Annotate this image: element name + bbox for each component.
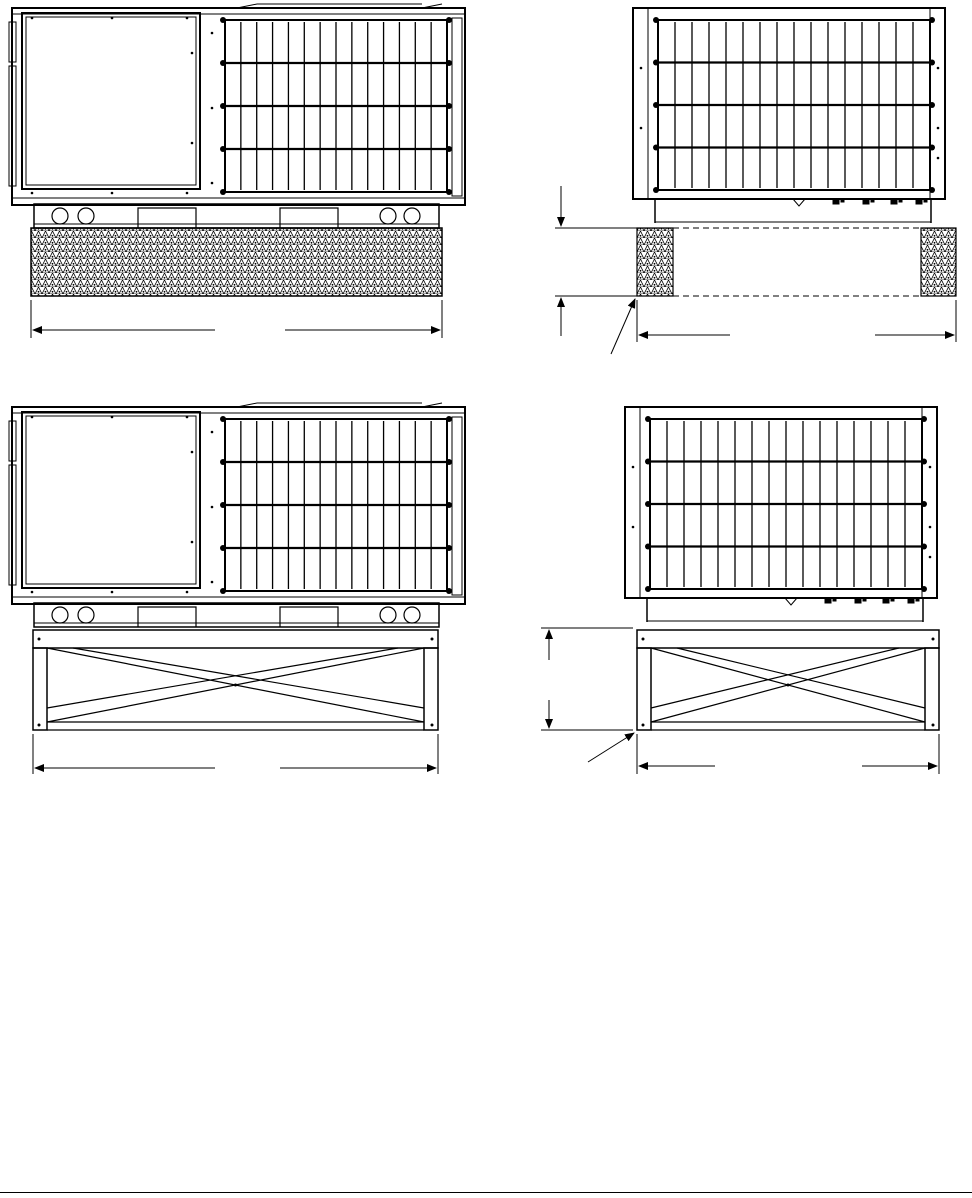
end-coil-grille-bolt — [929, 145, 935, 151]
end-frame-brace — [651, 648, 899, 708]
end-coil-grille-bolt — [653, 145, 659, 151]
fork-pocket — [280, 208, 338, 228]
lift-hole — [52, 607, 68, 623]
rivet — [211, 506, 214, 509]
coil-grille-bolt — [446, 459, 452, 465]
rivet — [211, 107, 214, 110]
end-coil-grille-bolt — [653, 102, 659, 108]
coil-grille-bolt — [220, 189, 226, 195]
side-view-unit-bottom — [9, 403, 465, 627]
fitting — [833, 199, 839, 204]
rivet — [929, 526, 932, 529]
rivet — [632, 466, 635, 469]
coil-grille-bolt — [220, 502, 226, 508]
end-coil-grille-bolt — [645, 501, 651, 507]
end-frame-bolt — [932, 724, 935, 727]
end-coil-grille-bolt — [645, 586, 651, 592]
end-coil-grille-bolt — [921, 544, 927, 550]
coil-grille-bolt — [446, 103, 452, 109]
fork-pocket — [280, 607, 338, 627]
rivet — [640, 127, 643, 130]
rivet — [31, 591, 34, 594]
side-frame-bolt — [38, 638, 41, 641]
rivet — [191, 52, 194, 55]
coil-grille-bolt — [446, 189, 452, 195]
end-frame-top-rail — [637, 630, 939, 648]
footer-rule — [0, 1192, 972, 1193]
end-coil-grille-bolt — [921, 459, 927, 465]
fitting — [833, 598, 836, 601]
right-corner-post — [452, 417, 462, 595]
fitting — [871, 199, 874, 202]
end-coil-grille-bolt — [645, 544, 651, 550]
side-frame-brace — [47, 648, 398, 708]
end-coil-grille-bolt — [929, 17, 935, 23]
coil-grille-bolt — [220, 103, 226, 109]
rivet — [211, 431, 214, 434]
leader-line — [588, 733, 634, 762]
rivet — [937, 67, 940, 70]
side-frame-brace — [73, 648, 424, 708]
end-coil-grille-bolt — [921, 586, 927, 592]
coil-grille-bolt — [220, 60, 226, 66]
access-panel — [22, 412, 200, 588]
rivet — [111, 17, 114, 20]
side-frame-bolt — [38, 724, 41, 727]
end-view-unit-bottom — [625, 407, 937, 622]
fitting — [916, 199, 922, 204]
fitting — [863, 199, 869, 204]
rivet — [929, 466, 932, 469]
rivet — [31, 192, 34, 195]
coil-grille-bolt — [446, 588, 452, 594]
rivet — [937, 127, 940, 130]
coil-grille-bolt — [220, 416, 226, 422]
rivet — [929, 556, 932, 559]
coil-grille-bolt — [220, 545, 226, 551]
lift-hole — [380, 607, 396, 623]
lift-hole — [78, 607, 94, 623]
end-coil-grille-bolt — [653, 187, 659, 193]
drain-notch — [785, 598, 797, 605]
end-coil-grille-bolt — [645, 459, 651, 465]
lift-hole — [404, 208, 420, 224]
fitting — [855, 598, 861, 603]
side-frame-right-post — [424, 648, 438, 730]
end-coil-grille-bolt — [929, 60, 935, 66]
rivet — [186, 192, 189, 195]
side-view-curb-top — [31, 228, 442, 296]
fitting — [883, 598, 889, 603]
end-coil-grille-bolt — [653, 60, 659, 66]
lift-hole — [380, 208, 396, 224]
fork-pocket — [138, 208, 196, 228]
rivet — [211, 581, 214, 584]
coil-grille-bolt — [446, 17, 452, 23]
right-corner-post — [452, 18, 462, 196]
leader-line — [611, 299, 635, 354]
end-frame-brace — [677, 648, 925, 708]
fitting — [899, 199, 902, 202]
end-frame-center-bolt — [787, 684, 790, 687]
coil-grille-bolt — [446, 60, 452, 66]
coil-grille-bolt — [220, 588, 226, 594]
side-frame-top-rail — [33, 630, 438, 648]
end-coil-grille-bolt — [921, 501, 927, 507]
fitting — [891, 598, 894, 601]
end-frame-bolt — [642, 638, 645, 641]
end-frame-bolt — [642, 724, 645, 727]
end-coil-grille-bolt — [645, 416, 651, 422]
rivet — [111, 416, 114, 419]
side-frame-bolt — [431, 724, 434, 727]
fitting — [924, 199, 927, 202]
end-coil-grille-bolt — [921, 416, 927, 422]
side-frame-bolt — [431, 638, 434, 641]
rivet — [31, 416, 34, 419]
fitting — [825, 598, 831, 603]
end-coil-grille-bolt — [929, 187, 935, 193]
rivet — [186, 591, 189, 594]
rivet — [211, 32, 214, 35]
coil-grille-bolt — [220, 17, 226, 23]
coil-grille-bolt — [220, 459, 226, 465]
curb-end-hatched-left — [637, 228, 673, 296]
rivet — [191, 451, 194, 454]
side-view-unit-top — [9, 4, 465, 228]
rivet — [632, 526, 635, 529]
end-view-unit-top — [633, 8, 945, 223]
coil-grille-bolt — [446, 416, 452, 422]
lift-hole — [404, 607, 420, 623]
rivet — [31, 17, 34, 20]
drain-notch — [793, 199, 805, 206]
end-coil-grille-bolt — [653, 17, 659, 23]
end-cabinet-outline — [625, 407, 937, 598]
fitting — [841, 199, 844, 202]
access-panel-inner — [26, 416, 196, 584]
side-frame-center-bolt — [234, 684, 237, 687]
coil-grille-bolt — [446, 502, 452, 508]
side-view-frame-bottom — [33, 630, 438, 730]
end-frame-left-post — [637, 648, 651, 730]
rivet — [111, 591, 114, 594]
access-panel — [22, 13, 200, 189]
rivet — [937, 157, 940, 160]
rivet — [191, 142, 194, 145]
access-panel-inner — [26, 17, 196, 185]
rivet — [191, 541, 194, 544]
rivet — [211, 182, 214, 185]
curb-end-hatched-right — [921, 228, 956, 296]
fork-pocket — [138, 607, 196, 627]
fitting — [908, 598, 914, 603]
end-frame-bolt — [932, 638, 935, 641]
side-frame-left-post — [33, 648, 47, 730]
curb-hatched — [31, 228, 442, 296]
end-view-frame-bottom — [637, 630, 939, 730]
end-cabinet-outline — [633, 8, 945, 199]
rivet — [186, 17, 189, 20]
coil-grille-bolt — [220, 146, 226, 152]
rivet — [186, 416, 189, 419]
end-coil-grille-bolt — [929, 102, 935, 108]
end-frame-right-post — [925, 648, 939, 730]
lift-hole — [78, 208, 94, 224]
rivet — [640, 67, 643, 70]
fitting — [891, 199, 897, 204]
fitting — [863, 598, 866, 601]
lift-hole — [52, 208, 68, 224]
coil-grille-bolt — [446, 545, 452, 551]
coil-grille-bolt — [446, 146, 452, 152]
end-view-curb-top — [637, 228, 956, 296]
fitting — [916, 598, 919, 601]
rivet — [111, 192, 114, 195]
